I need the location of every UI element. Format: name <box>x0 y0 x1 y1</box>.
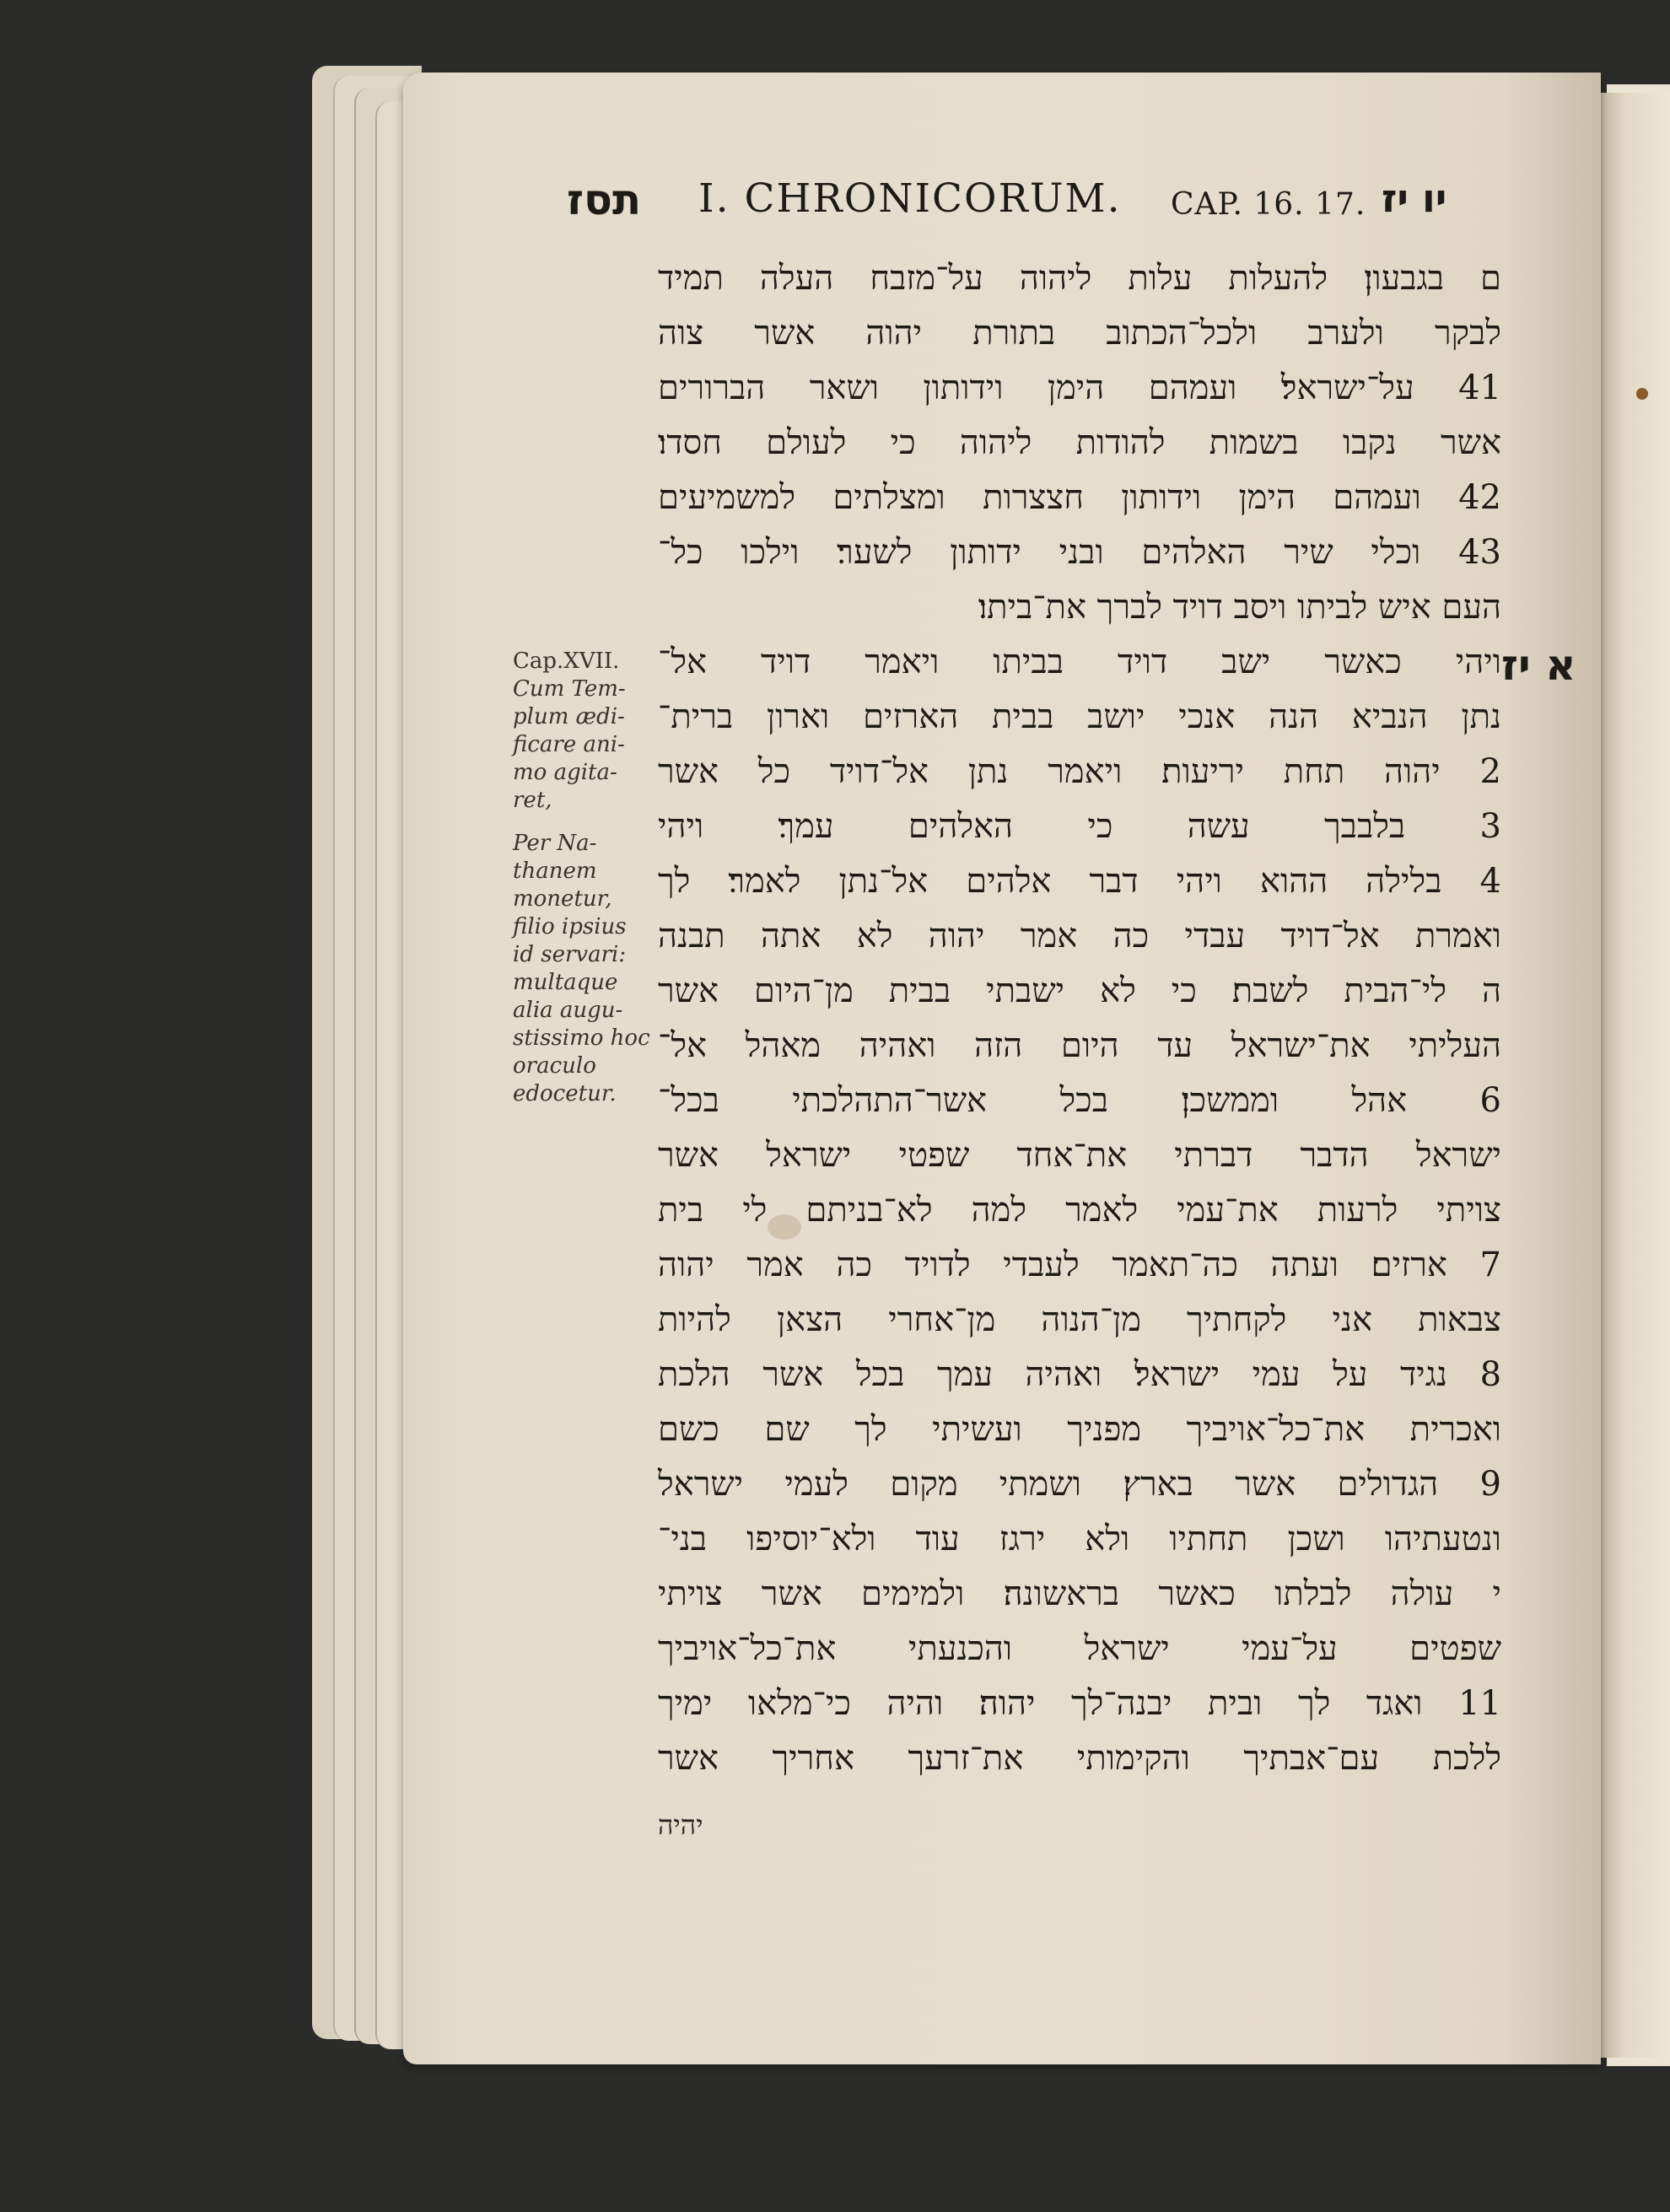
text-line: צויתי לרעות את־עמי לאמר למה לא־בניתם לי בית <box>658 1191 1501 1230</box>
margin-line: Cum Tem- <box>513 676 626 702</box>
margin-line: plum ædi- <box>513 704 625 729</box>
stain <box>1636 388 1648 400</box>
margin-line: Cap.XVII. <box>513 649 620 674</box>
text-line: ללכת עם־אבתיך והקימותי את־זרעך אחריך אשר <box>658 1739 1501 1778</box>
text-line: ואמרת אל־דויד עבדי כה אמר יהוה לא אתה תבנה <box>658 917 1501 955</box>
margin-line: thanem <box>513 858 597 884</box>
text-line: 9 הגדולים אשר בארץ׃ ושמתי מקום לעמי ישראל <box>658 1465 1501 1504</box>
text-line: צבאות אני לקחתיך מן־הנוה מן־אחרי הצאן להיות <box>658 1300 1501 1339</box>
text-line: ויהי כאשר ישב דויד בביתו ויאמר דויד אל־ <box>658 643 1501 681</box>
text-line: 7 ארזים׃ ועתה כה־תאמר לעבדי לדויד כה אמר יהוה <box>658 1246 1501 1284</box>
chapter-reference: CAP. 16. 17. <box>1171 187 1366 222</box>
margin-heading <box>513 648 648 815</box>
margin-line: stissimo hoc <box>513 1025 650 1051</box>
text-line: ה לי־הבית לשבת׃ כי לא ישבתי בבית מן־היום אשר <box>658 971 1501 1010</box>
folio-number: תסז <box>567 175 642 224</box>
text-line: 42 ועמהם הימן וידותון חצצרות ומצלתים למשמיעים <box>658 478 1501 517</box>
text-line: שפטים על־עמי ישראל והכנעתי את־כל־אויביך <box>658 1629 1501 1668</box>
margin-line: ficare ani- <box>513 732 625 757</box>
margin-line: monetur, <box>513 886 612 912</box>
text-line: נתן הנביא הנה אנכי יושב בבית הארזים וארון ברית־ <box>658 697 1501 736</box>
text-line: ם בגבעון׃ להעלות עלות ליהוה על־מזבח העלה תמיד <box>658 259 1501 298</box>
text-line: העם איש לביתו ויסב דויד לברך את־ביתו׃ <box>978 588 1501 627</box>
chapter-hebrew: יו יז <box>1382 175 1447 221</box>
hebrew-text-block <box>658 251 1501 1786</box>
margin-line: mo agita- <box>513 760 617 785</box>
margin-line: oraculo <box>513 1053 596 1079</box>
text-line: אשר נקבו בשמות להודות ליהוה כי לעולם חסדו׃ <box>658 423 1501 462</box>
margin-line: edocetur. <box>513 1081 617 1106</box>
text-line: 4 בלילה ההוא ויהי דבר אלהים אל־נתן לאמר׃ לך <box>658 862 1501 901</box>
margin-line: ret, <box>513 788 552 813</box>
text-line: לבקר ולערב ולכל־הכתוב בתורת יהוה אשר צוה <box>658 314 1501 353</box>
margin-body <box>513 830 648 1108</box>
text-line: י עולה לבלתו כאשר בראשונה׃ ולמימים אשר צויתי <box>658 1574 1501 1613</box>
chapter-marker: א יז <box>1501 641 1576 690</box>
text-line: ואכרית את־כל־אויביך מפניך ועשיתי לך שם כשם <box>658 1410 1501 1449</box>
text-line: העליתי את־ישראל עד היום הזה ואהיה מאהל אל־ <box>658 1026 1501 1065</box>
text-line: 43 וכלי שיר האלהים ובני ידותון לשער׃ וילכו כל־ <box>658 533 1501 572</box>
catchword: יהיה <box>658 1809 703 1841</box>
text-line: 6 אהל וממשכן׃ בכל אשר־התהלכתי בכל־ <box>658 1081 1501 1120</box>
gutter <box>1594 93 1670 2058</box>
text-line: 41 על־ישראל׃ ועמהם הימן וידותון ושאר הברורים <box>658 369 1501 407</box>
margin-line: alia augu- <box>513 998 623 1023</box>
margin-line: multaque <box>513 970 618 995</box>
margin-line: Per Na- <box>513 831 597 856</box>
text-line: 11 ואגד לך ובית יבנה־לך יהוה׃ והיה כי־מלאו ימיך <box>658 1684 1501 1723</box>
running-title: I. CHRONICORUM. <box>698 175 1122 222</box>
margin-note <box>513 648 648 1108</box>
text-line: 3 בלבבך עשה כי האלהים עמך׃ ויהי <box>658 807 1501 846</box>
text-line: ישראל הדבר דברתי את־אחד שפטי ישראל אשר <box>658 1136 1501 1175</box>
text-line: ונטעתיהו ושכן תחתיו ולא ירגז עוד ולא־יוסיפו בני־ <box>658 1520 1501 1558</box>
margin-line: filio ipsius <box>513 914 627 939</box>
margin-line: id servari: <box>513 942 627 967</box>
text-line: 2 יהוה תחת יריעות׃ ויאמר נתן אל־דויד כל אשר <box>658 752 1501 791</box>
text-line: 8 נגיד על עמי ישראל׃ ואהיה עמך בכל אשר הלכת <box>658 1355 1502 1394</box>
